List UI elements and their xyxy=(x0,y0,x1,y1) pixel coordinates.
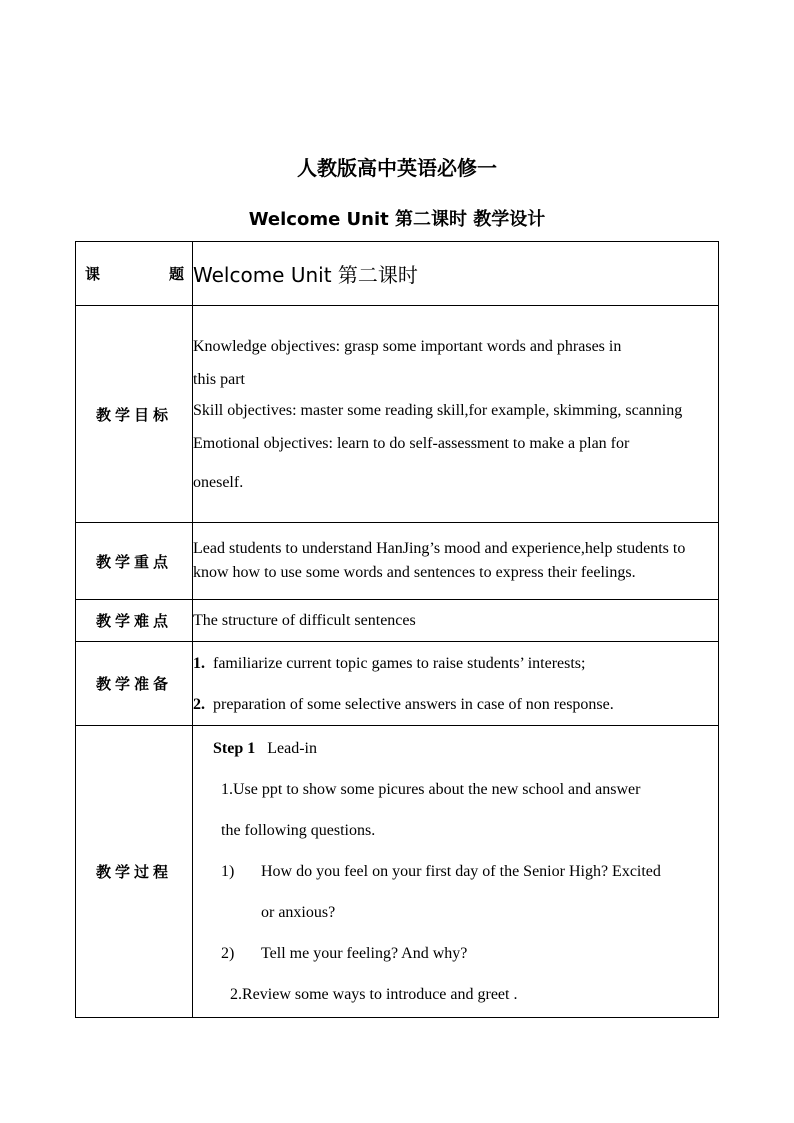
emotional-objective-line2: oneself. xyxy=(193,473,244,491)
process-point-1-line1: 1.Use ppt to show some picures about the new school and answer xyxy=(221,781,641,798)
row-preparation xyxy=(76,642,719,726)
question-2 xyxy=(193,933,718,974)
label-objectives: 教学目标 xyxy=(76,306,193,523)
row-difficulties xyxy=(76,600,719,642)
preparation-item-1-text: familiarize current topic games to raise students’ interests; xyxy=(213,654,586,672)
question-1 xyxy=(193,851,718,892)
topic-value: Welcome Unit 第二课时 xyxy=(193,263,418,287)
knowledge-objective-line1: Knowledge objectives: grasp some important words and phrases in xyxy=(193,337,622,355)
difficulties-text: The structure of difficult sentences xyxy=(193,611,416,629)
preparation-item-2-text: preparation of some selective answers in case of non response. xyxy=(213,695,614,713)
preparation-item-2-number: 2. xyxy=(193,695,205,713)
document-title: 人教版高中英语必修一 xyxy=(297,156,497,180)
question-2-number: 2) xyxy=(221,945,235,962)
question-1-number: 1) xyxy=(221,863,235,880)
process-point-1-line2: the following questions. xyxy=(221,822,376,839)
skill-objective: Skill objectives: master some reading skill,for example, skimming, scanning xyxy=(193,401,683,419)
row-objectives xyxy=(76,306,719,523)
question-1-line2: or anxious? xyxy=(261,904,336,921)
lesson-plan-table xyxy=(75,241,719,1018)
label-topic-text: 课题 xyxy=(85,265,184,283)
question-1-line1: How do you feel on your first day of the Senior High? Excited xyxy=(261,863,661,880)
document-subtitle: Welcome Unit 第二课时 教学设计 xyxy=(248,209,546,230)
row-process xyxy=(76,726,719,1018)
preparation-item-1 xyxy=(193,643,718,684)
question-2-text: Tell me your feeling? And why? xyxy=(261,945,468,962)
knowledge-objective-line2: this part xyxy=(193,370,245,388)
label-process: 教学过程 xyxy=(76,726,193,1018)
row-topic xyxy=(76,242,719,306)
label-key-points: 教学重点 xyxy=(76,523,193,600)
step-heading xyxy=(193,728,718,769)
process-point-2: 2.Review some ways to introduce and greet . xyxy=(230,986,518,1003)
label-difficulties: 教学难点 xyxy=(76,600,193,642)
key-points-text: Lead students to understand HanJing’s mood and experience,help students to know how to use some words and sentences to express their feelings. xyxy=(193,540,686,581)
preparation-item-2 xyxy=(193,684,718,725)
row-key-points xyxy=(76,523,719,600)
preparation-item-1-number: 1. xyxy=(193,654,205,672)
label-topic xyxy=(76,242,193,306)
emotional-objective-line1: Emotional objectives: learn to do self-assessment to make a plan for xyxy=(193,434,630,452)
step-title: Step 1 xyxy=(213,740,256,757)
step-name: Lead-in xyxy=(267,740,317,757)
label-preparation: 教学准备 xyxy=(76,642,193,726)
